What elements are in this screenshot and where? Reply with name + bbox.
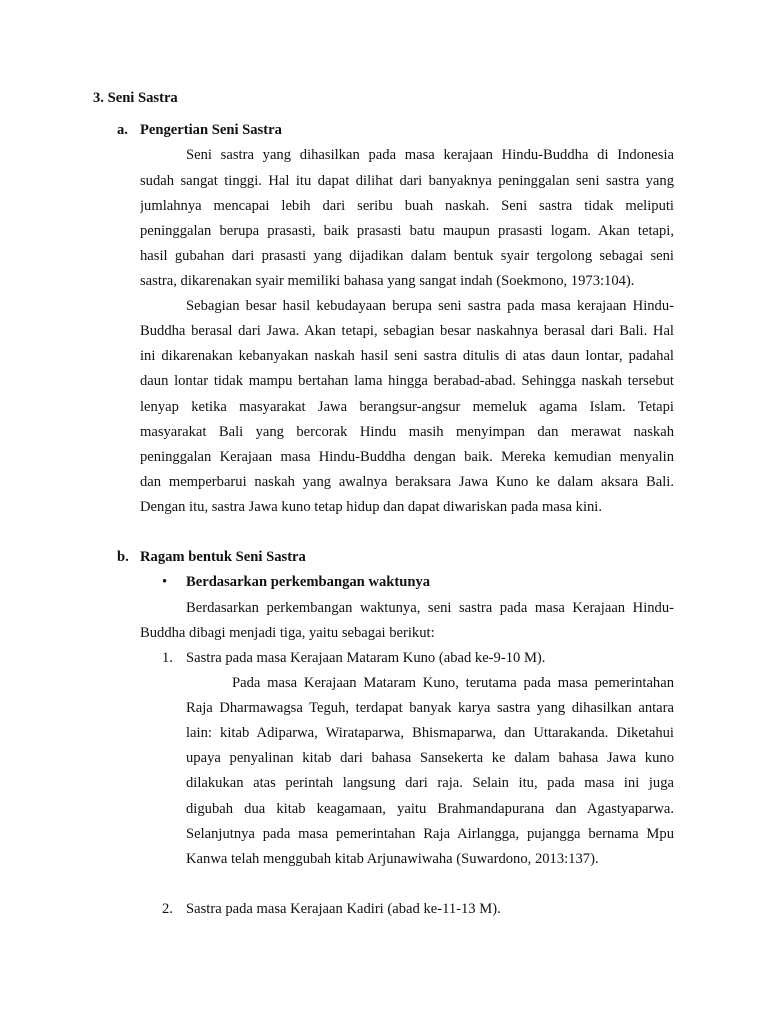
subsection-b-marker: b.: [117, 549, 129, 565]
list-item-1-body-line: Selanjutnya pada masa pemerintahan Raja Airlangga, pujangga bernama Mpu: [186, 826, 674, 842]
list-item-1-body-line: lain: kitab Adiparwa, Wirataparwa, Bhismaparwa, dan Uttarakanda. Diketahui: [186, 725, 674, 741]
list-item-2-title: Sastra pada masa Kerajaan Kadiri (abad ke-11-13 M).: [186, 901, 501, 917]
list-item-1-number: 1.: [162, 650, 173, 666]
paragraph-1-line: jumlahnya mencapai lebih dari seribu buah naskah. Seni sastra tidak meliputi: [140, 198, 674, 214]
list-item-1-body-line: Kanwa telah menggubah kitab Arjunawiwaha (Suwardono, 2013:137).: [186, 851, 599, 867]
paragraph-2-line: masyarakat Bali yang bercorak Hindu masih menyimpan dan merawat naskah: [140, 424, 674, 440]
subsection-a-marker: a.: [117, 122, 128, 138]
paragraph-2-line: ini dikarenakan kebanyakan naskah hasil seni sastra ditulis di atas daun lontar, padahal: [140, 348, 674, 364]
list-item-1-body-line: dilakukan atas perintah langsung dari raja. Selain itu, pada masa ini juga: [186, 775, 674, 791]
list-item-1-body-line: Raja Dharmawagsa Teguh, terdapat banyak karya sastra yang dihasilkan antara: [186, 700, 674, 716]
paragraph-2-line: Sebagian besar hasil kebudayaan berupa seni sastra pada masa kerajaan Hindu-: [186, 298, 674, 314]
paragraph-2-line: Dengan itu, sastra Jawa kuno tetap hidup dan dapat diwariskan pada masa kini.: [140, 499, 603, 515]
paragraph-2-line: peninggalan Kerajaan masa Hindu-Buddha dengan baik. Mereka kemudian menyalin: [140, 449, 674, 465]
paragraph-2-line: lenyap ketika masyarakat Jawa berangsur-angsur memeluk agama Islam. Tetapi: [140, 399, 674, 415]
paragraph-1-line: sastra, dikarenakan syair memiliki bahasa yang sangat indah (Soekmono, 1973:104).: [140, 273, 635, 289]
list-item-1-title: Sastra pada masa Kerajaan Mataram Kuno (abad ke-9-10 M).: [186, 650, 546, 666]
bullet-title: Berdasarkan perkembangan waktunya: [186, 574, 431, 590]
intro-line: Berdasarkan perkembangan waktunya, seni sastra pada masa Kerajaan Hindu-: [186, 600, 674, 616]
list-item-2-number: 2.: [162, 901, 173, 917]
subsection-b-title: Ragam bentuk Seni Sastra: [140, 549, 306, 565]
paragraph-2-line: daun lontar tidak mampu bertahan lama hingga berabad-abad. Sehingga naskah tersebut: [140, 373, 674, 389]
list-item-1-body-line: digubah dua kitab keagamaan, yaitu Brahmandapurana dan Agastyaparwa.: [186, 801, 674, 817]
paragraph-2-line: dan memperbarui naskah yang awalnya beraksara Jawa Kuno ke dalam aksara Bali.: [140, 474, 674, 490]
paragraph-1-line: peninggalan berupa prasasti, baik prasasti batu maupun prasasti logam. Akan tetapi,: [140, 223, 674, 239]
paragraph-1-line: hasil gubahan dari prasasti yang dijadikan dalam bentuk syair tergolong sebagai seni: [140, 248, 674, 264]
paragraph-1-line: Seni sastra yang dihasilkan pada masa kerajaan Hindu-Buddha di Indonesia: [186, 147, 674, 163]
section-heading: 3. Seni Sastra: [93, 90, 178, 106]
list-item-1-body-line: upaya penyalinan kitab dari bahasa Sansekerta ke dalam bahasa Jawa kuno: [186, 750, 674, 766]
intro-line: Buddha dibagi menjadi tiga, yaitu sebagai berikut:: [140, 625, 435, 641]
list-item-1-body-line: Pada masa Kerajaan Mataram Kuno, terutama pada masa pemerintahan: [232, 675, 674, 691]
paragraph-1-line: sudah sangat tinggi. Hal itu dapat dilihat dari banyaknya peninggalan seni sastra yang: [140, 173, 674, 189]
paragraph-2-line: Buddha berasal dari Jawa. Akan tetapi, sebagian besar naskahnya berasal dari Bali. Hal: [140, 323, 674, 339]
bullet-icon: •: [162, 574, 168, 590]
subsection-a-title: Pengertian Seni Sastra: [140, 122, 282, 138]
